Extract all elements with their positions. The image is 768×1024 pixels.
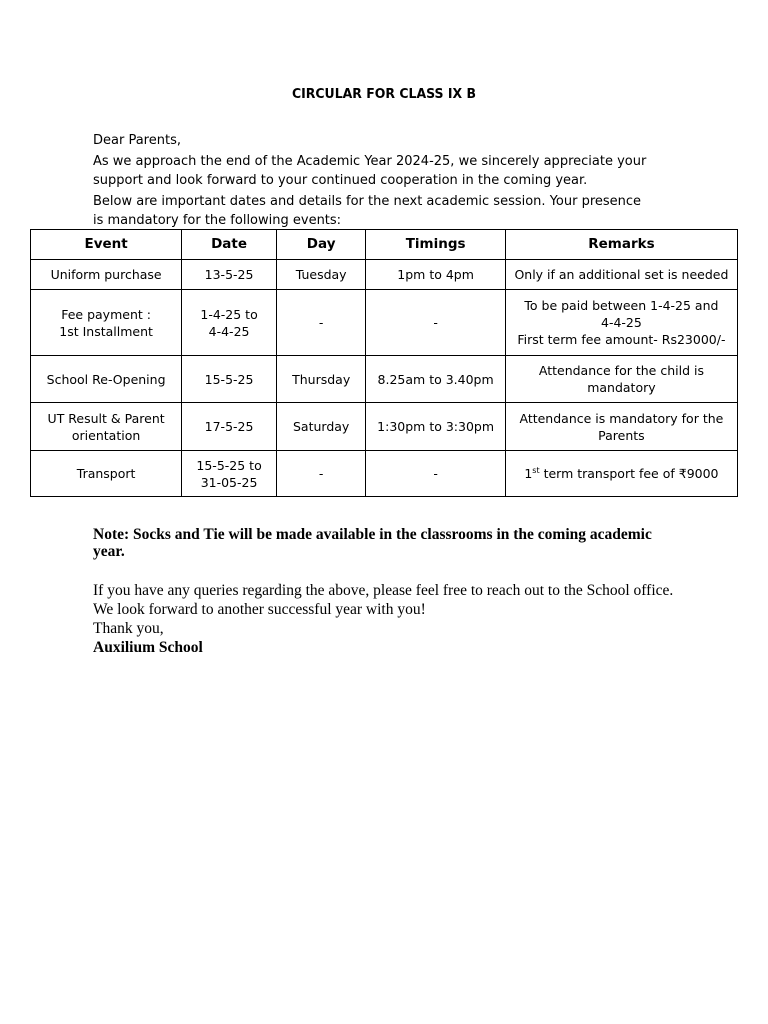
table-header-row <box>31 230 738 260</box>
cell-date <box>182 290 277 356</box>
cell-remarks <box>505 356 737 403</box>
cell-day: Tuesday <box>276 260 365 290</box>
cell-remarks <box>505 290 737 356</box>
cell-line: 4-4-25 <box>208 323 250 339</box>
cell-line: Attendance for the child is <box>538 363 704 378</box>
closing-thank-you: Thank you, <box>93 620 164 637</box>
cell-line: Uniform purchase <box>50 267 162 282</box>
cell-line: Transport <box>76 466 136 481</box>
cell-line: Attendance is mandatory for the <box>519 410 724 426</box>
cell-timings: - <box>366 451 505 497</box>
cell-line: Parents <box>598 427 645 443</box>
cell-event <box>31 260 182 290</box>
cell-line: 17-5-25 <box>204 419 254 434</box>
cell-timings: 8.25am to 3.40pm <box>366 356 505 403</box>
cell-line: School Re-Opening <box>46 371 166 387</box>
cell-date <box>182 403 277 451</box>
salutation: Dear Parents, <box>93 133 181 148</box>
cell-line: 1-4-25 to <box>200 306 258 322</box>
cell-date <box>182 356 277 403</box>
header-day: Day <box>276 230 365 260</box>
cell-line: First term fee amount- Rs23000/- <box>517 332 726 347</box>
intro-paragraph-1: As we approach the end of the Academic Year 2024-25, we sincerely appreciate your support and look forward to your continued cooperation in the coming year. <box>93 154 647 188</box>
cell-day: - <box>276 290 365 356</box>
table-row <box>31 451 738 497</box>
cell-line: 15-5-25 to <box>196 457 262 473</box>
cell-date <box>182 451 277 497</box>
cell-day: Saturday <box>276 403 365 451</box>
closing-line-wishes: We look forward to another successful year with you! <box>93 601 426 618</box>
cell-date <box>182 260 277 290</box>
cell-line: mandatory <box>587 380 656 395</box>
table-row <box>31 260 738 290</box>
intro-section <box>93 131 653 230</box>
cell-line: Fee payment : <box>61 306 151 322</box>
header-remarks: Remarks <box>505 230 737 260</box>
remarks-ordinal: 1 <box>524 466 533 481</box>
cell-remarks <box>505 260 737 290</box>
cell-event <box>31 356 182 403</box>
cell-line: 15-5-25 <box>204 371 254 387</box>
signature: Auxilium School <box>93 639 203 656</box>
header-date: Date <box>182 230 277 260</box>
cell-event <box>31 403 182 451</box>
cell-day: Thursday <box>276 356 365 403</box>
closing-line-queries: If you have any queries regarding the above, please feel free to reach out to the School office. <box>93 582 674 599</box>
remarks-text: term transport fee of ₹9000 <box>539 466 719 481</box>
cell-line: Only if an additional set is needed <box>514 267 729 282</box>
cell-line: To be paid between 1-4-25 and <box>524 298 719 313</box>
table-row <box>31 403 738 451</box>
cell-line: orientation <box>71 427 141 443</box>
table-row <box>31 290 738 356</box>
cell-timings: - <box>366 290 505 356</box>
cell-remarks <box>505 451 737 497</box>
cell-line: 13-5-25 <box>204 267 254 282</box>
cell-line: UT Result & Parent <box>47 410 165 426</box>
cell-line: 4-4-25 <box>601 315 642 330</box>
cell-timings: 1pm to 4pm <box>366 260 505 290</box>
events-table <box>30 229 738 497</box>
cell-line: 31-05-25 <box>200 474 258 490</box>
cell-event <box>31 290 182 356</box>
header-timings: Timings <box>366 230 505 260</box>
note-paragraph: Note: Socks and Tie will be made available in the classrooms in the coming academic year. <box>93 526 652 560</box>
cell-day: - <box>276 451 365 497</box>
table-row <box>31 356 738 403</box>
header-event: Event <box>31 230 182 260</box>
closing-section <box>93 581 713 657</box>
cell-line: 1st Installment <box>59 323 153 339</box>
cell-remarks <box>505 403 737 451</box>
remarks-ordinal-suffix: st <box>532 465 540 475</box>
circular-title: CIRCULAR FOR CLASS IX B <box>291 87 477 102</box>
cell-timings: 1:30pm to 3:30pm <box>366 403 505 451</box>
intro-paragraph-2: Below are important dates and details for the next academic session. Your presence is mandatory for the following events: <box>93 194 642 228</box>
cell-event <box>31 451 182 497</box>
